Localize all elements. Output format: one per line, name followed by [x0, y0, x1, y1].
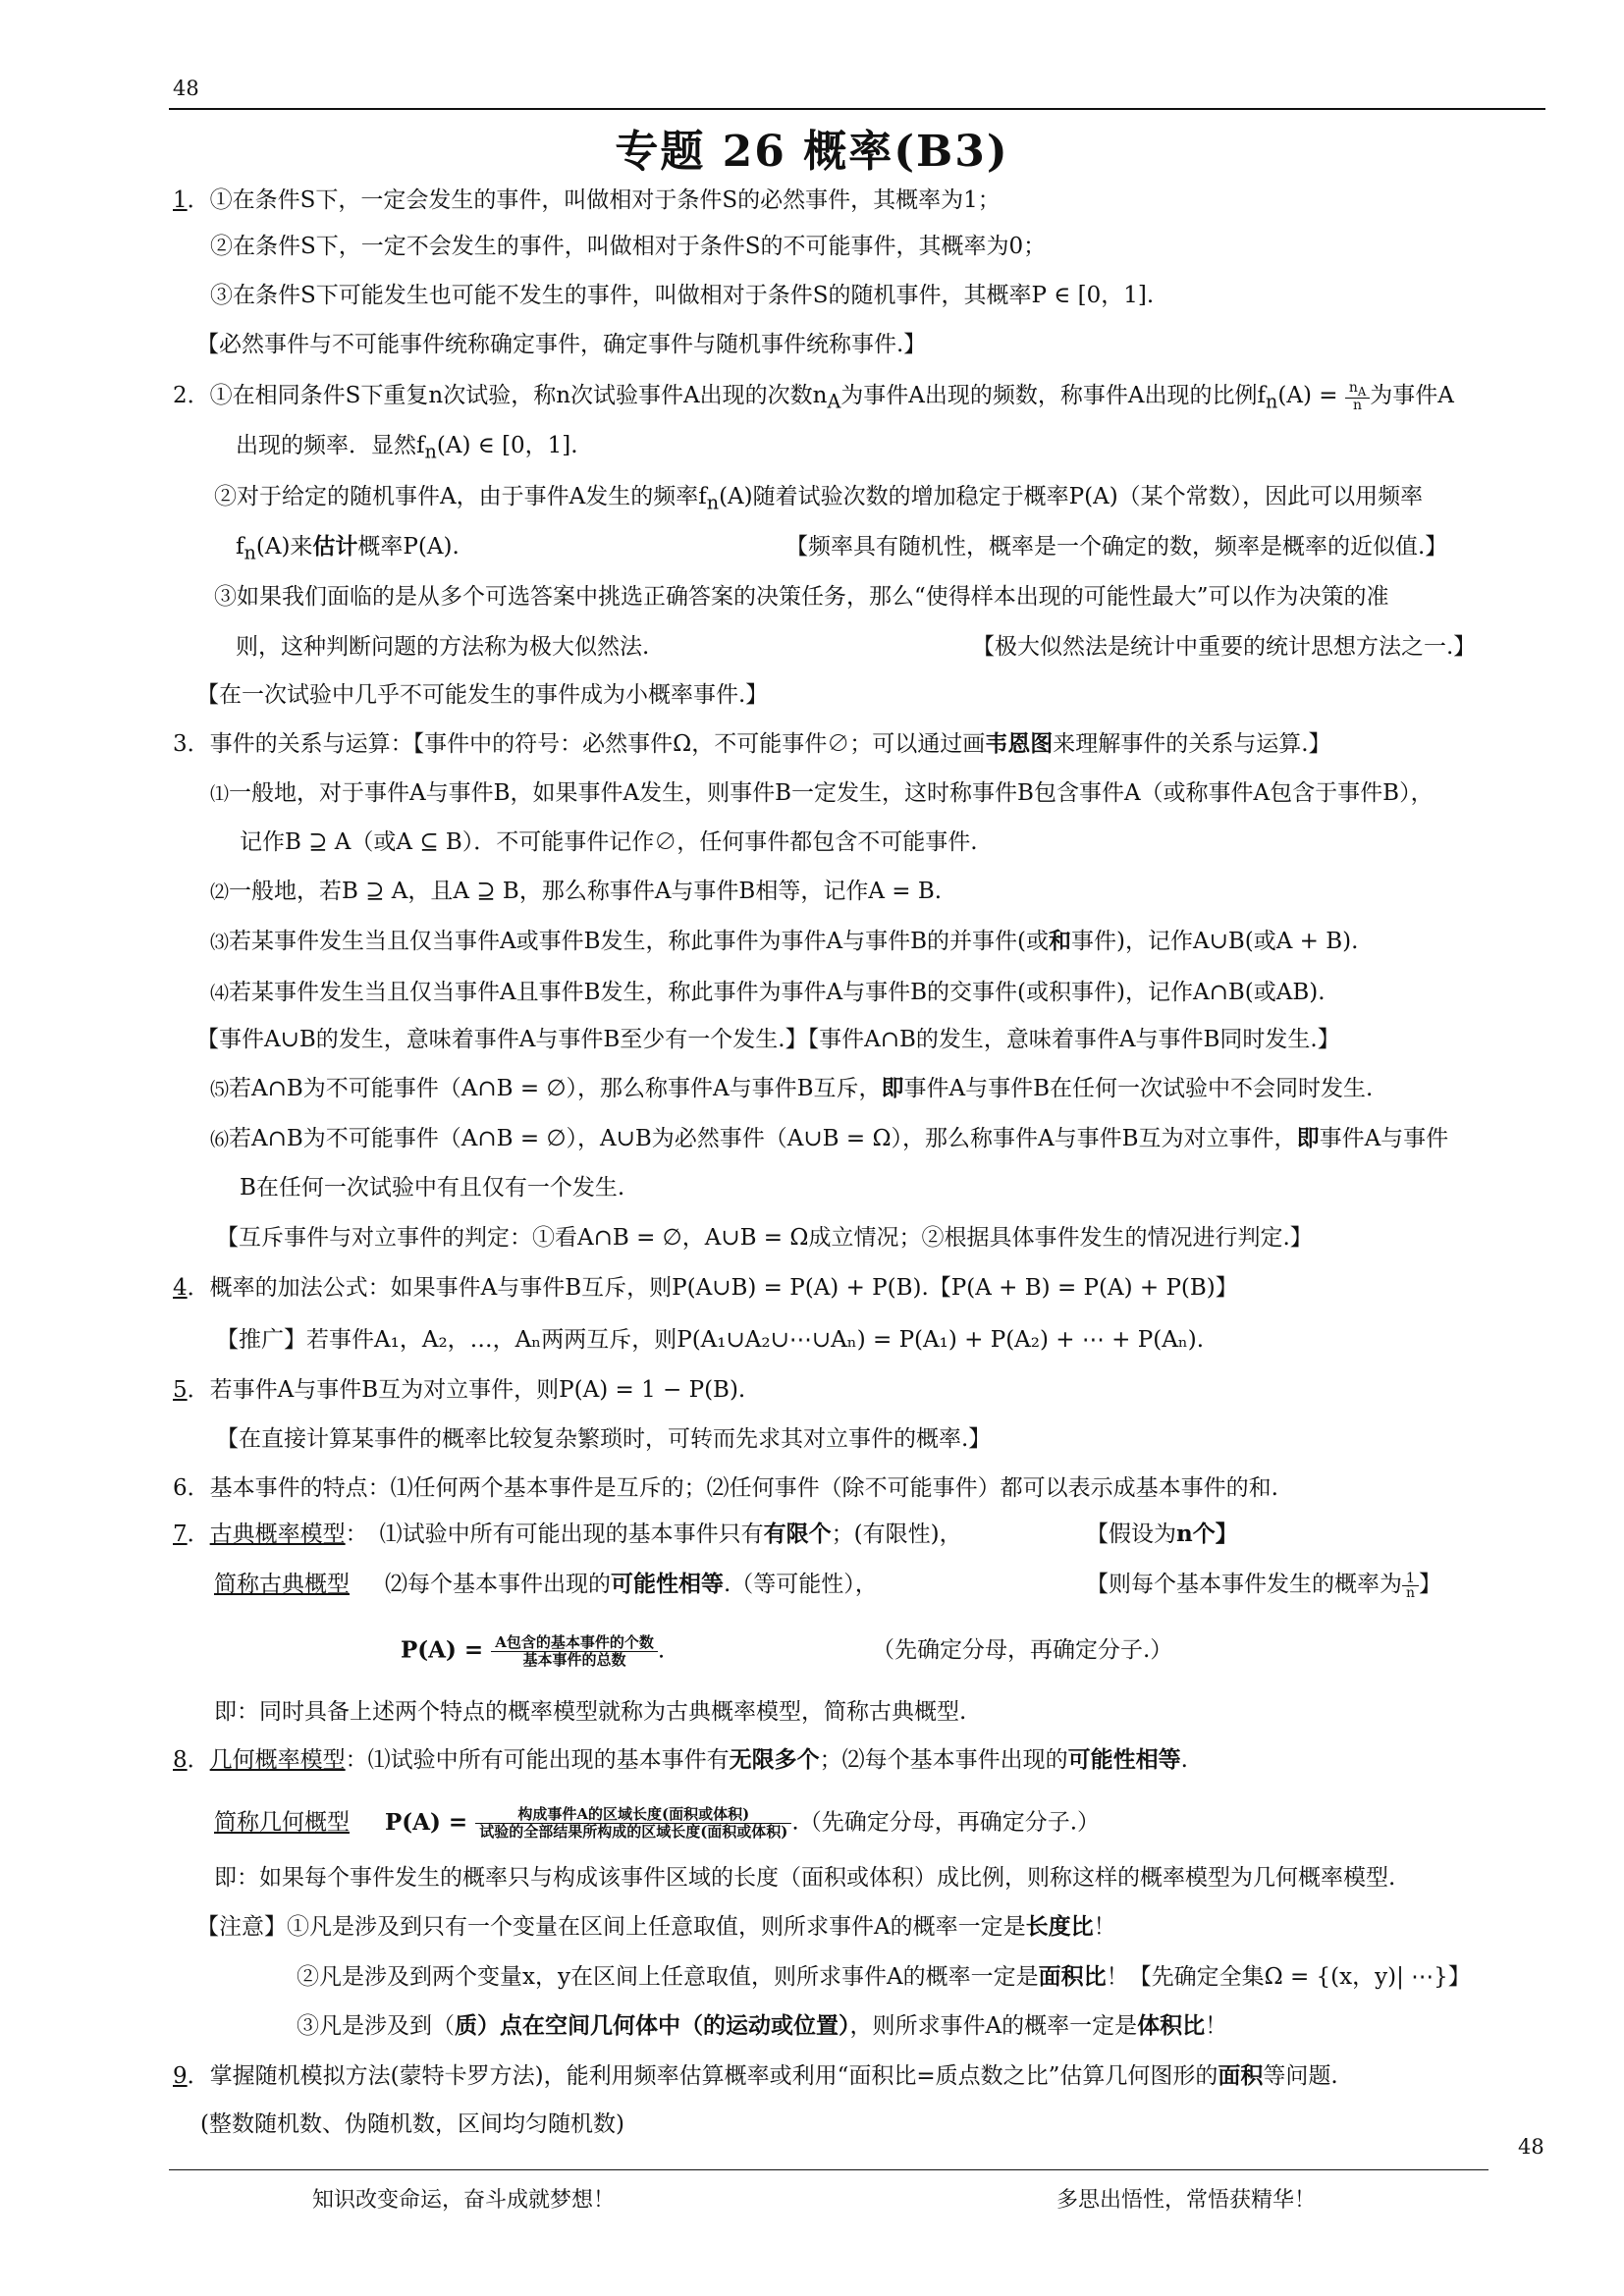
section-3-note-2: 【互斥事件与对立事件的判定：①看A∩B = ∅，A∪B = Ω成立情况；②根据具体事件发生的情况进行判定.】	[216, 1225, 1313, 1251]
section-2-text-1c: (A) =	[1277, 383, 1345, 408]
item-5-text-b: 事件A与事件B在任何一次试验中不会同时发生.	[903, 1076, 1374, 1101]
section-8-text-1a: ：⑴试验中所有可能出现的基本事件有	[345, 1747, 730, 1773]
page-title: 专题 26 概率(B3)	[615, 127, 1009, 177]
item-2-text: 一般地，若B ⊇ A，且A ⊇ B，那么称事件A与事件B相等，记作A = B.	[229, 879, 943, 904]
footer-motto-left: 知识改变命运，奋斗成就梦想！	[312, 2188, 616, 2213]
section-7-line-1-note	[1086, 1519, 1238, 1550]
section-8-note-3	[297, 2010, 1227, 2042]
section-2-line-3	[214, 481, 1423, 519]
footer-page-number: 48	[1518, 2135, 1544, 2159]
item-6-bold: 即	[1296, 1125, 1320, 1151]
header-rule	[169, 108, 1545, 110]
section-7-bold-finite: 有限个	[763, 1521, 832, 1547]
item-5-bold: 即	[881, 1075, 904, 1101]
section-2-sub-2: n	[1266, 390, 1278, 413]
section-8-label: 几何概率模型	[209, 1747, 346, 1773]
section-2-line-6: 则，这种判断问题的方法称为极大似然法.	[236, 634, 650, 660]
section-7-note-b: n个】	[1176, 1521, 1238, 1547]
section-8-formula-line	[214, 1806, 1100, 1841]
section-3-item-1	[210, 777, 1434, 810]
section-2-line-4	[236, 531, 460, 569]
section-2-text-1a: ①在相同条件S下重复n次试验，称n次试验事件A出现的次数n	[209, 383, 828, 408]
section-5-line-1: 5．若事件A与事件B互为对立事件，则P(A) = 1 − P(B).	[173, 1377, 746, 1403]
section-4-text-1: 概率的加法公式：如果事件A与事件B互斥，则P(A∪B) = P(A) + P(B).【P(A + B) = P(A) + P(B)】	[209, 1275, 1238, 1301]
section-1-text-1: ①在条件S下，一定会发生的事件，叫做相对于条件S的必然事件，其概率为1；	[209, 187, 1001, 213]
section-7-text-1b: ；(有限性)，	[831, 1522, 962, 1547]
item-6-text-b: 事件A与事件	[1319, 1126, 1449, 1151]
formula-numerator: 构成事件A的区域长度(面积或体积)	[475, 1806, 791, 1824]
section-9-text-1b: 等问题.	[1263, 2063, 1338, 2089]
section-2-line-5: ③如果我们面临的是从多个可选答案中挑选正确答案的决策任务，那么“使得样本出现的可能性最大”可以作为决策的准	[214, 584, 1389, 610]
section-7-line-2	[214, 1569, 878, 1600]
section-3-item-6	[210, 1123, 1448, 1155]
section-2-line-4-note: 【频率具有随机性，概率是一个确定的数，频率是概率的近似值.】	[785, 534, 1448, 560]
section-7-text-2a: ⑵每个基本事件出现的	[385, 1572, 611, 1597]
section-5-number: 5	[173, 1377, 188, 1403]
section-2-frequency-fraction	[1345, 381, 1370, 413]
section-2-line-6-note: 【极大似然法是统计中重要的统计思想方法之一.】	[972, 634, 1477, 660]
section-2-text-3b: (A)随着试验次数的增加稳定于概率P(A)（某个常数），因此可以用频率	[719, 484, 1424, 509]
section-2-sub-4: n	[706, 491, 720, 514]
item-5-marker: ⑸	[210, 1079, 230, 1100]
section-2-number: 2	[173, 383, 188, 408]
frac-num: n	[1348, 379, 1358, 396]
section-8-bold-length: 长度比	[1025, 1913, 1094, 1940]
section-3-note-1: 【事件A∪B的发生，意味着事件A与事件B至少有一个发生.】【事件A∩B的发生，意味着事件A与事件B同时发生.】	[196, 1027, 1340, 1052]
section-2-text-1d: 为事件A	[1370, 383, 1454, 408]
item-3-text-a: 若某事件发生当且仅当事件A或事件B发生，称此事件为事件A与事件B的并事件(或	[229, 929, 1050, 954]
section-7-formula-dot: .	[657, 1637, 666, 1664]
section-5-note: 【在直接计算某事件的概率比较复杂繁琐时，可转而先求其对立事件的概率.】	[216, 1426, 992, 1452]
section-8-summary: 即：如果每个事件发生的概率只与构成该事件区域的长度（面积或体积）成比例，则称这样的概率模型为几何概率模型.	[214, 1865, 1396, 1891]
section-7-formula-lhs: P(A) =	[401, 1636, 492, 1664]
section-8-bold-volume: 体积比	[1137, 2012, 1206, 2039]
section-7-note2-b: 】	[1419, 1572, 1442, 1597]
formula-numerator: A包含的基本事件的个数	[491, 1634, 658, 1652]
section-8-bold-point: 质）点在空间几何体中（的运动或位置）	[455, 2012, 850, 2039]
section-2-text-2: 出现的频率．显然f	[236, 433, 425, 458]
header-page-number: 48	[173, 77, 199, 100]
section-2-line-2	[236, 430, 578, 468]
item-1-marker: ⑴	[210, 783, 230, 805]
frac-den-n: n	[1406, 1584, 1416, 1601]
section-8-note-1a: 【注意】①凡是涉及到只有一个变量在区间上任意取值，则所求事件A的概率一定是	[196, 1914, 1026, 1940]
section-8-number: 8	[173, 1747, 188, 1773]
section-8-note-2b: ！【先确定全集Ω = {(x，y)| ⋯}】	[1106, 1964, 1471, 1990]
section-3-item-2	[210, 876, 942, 908]
section-7-summary: 即：同时具备上述两个特点的概率模型就称为古典概率模型，简称古典概型.	[214, 1699, 967, 1725]
section-7-note2-a: 【则每个基本事件发生的概率为	[1086, 1572, 1402, 1597]
section-9-bold-area: 面积	[1218, 2062, 1264, 2089]
section-1-line-2: ②在条件S下，一定不会发生的事件，叫做相对于条件S的不可能事件，其概率为0；	[210, 234, 1047, 259]
section-8-formula-note: .（先确定分母，再确定分子.）	[791, 1809, 1101, 1836]
frac-num-1: 1	[1402, 1572, 1419, 1586]
section-1-line-1: 1．①在条件S下，一定会发生的事件，叫做相对于条件S的必然事件，其概率为1；	[173, 187, 1001, 213]
footer-rule	[169, 2169, 1489, 2170]
section-7-label-2: 简称古典概型	[214, 1572, 350, 1597]
section-3-head-a: 事件的关系与运算：【事件中的符号：必然事件Ω，不可能事件∅；可以通过画	[209, 731, 986, 757]
section-9-text-1a: 掌握随机模拟方法(蒙特卡罗方法)，能利用频率估算概率或利用“面积比=质点数之比”估算几何图形的	[209, 2063, 1218, 2089]
section-3-head-b: 来理解事件的关系与运算.】	[1053, 731, 1331, 757]
section-2-sub-5: n	[244, 541, 256, 564]
section-2-bold-estimate: 估计	[312, 533, 358, 560]
section-2-text-4b: (A)来	[255, 534, 313, 560]
section-3-heading: 3．事件的关系与运算：【事件中的符号：必然事件Ω，不可能事件∅；可以通过画韦恩图来理解事件的关系与运算.】	[173, 730, 1331, 757]
section-2-line-1: 2．①在相同条件S下重复n次试验，称n次试验事件A出现的次数$n_A$为事件A出现的频数，称事件A出现的比例$f_n(A)$ = $\frac{n_A}{n}$ 为事件A	[173, 379, 1454, 414]
section-9-line-1: 9．掌握随机模拟方法(蒙特卡罗方法)，能利用频率估算概率或利用“面积比=质点数之比”估算几何图形的面积等问题.	[173, 2062, 1338, 2089]
footer-motto-right: 多思出悟性，常悟获精华！	[1056, 2188, 1317, 2213]
section-2-sub-3: n	[424, 440, 437, 463]
section-9-line-2: (整数随机数、伪随机数，区间均匀随机数)	[200, 2111, 624, 2137]
item-3-text-b: 事件)，记作A∪B(或A + B).	[1071, 929, 1359, 954]
frac-num-sub: A	[1357, 384, 1367, 399]
item-3-bold: 和	[1049, 928, 1072, 954]
section-8-bold-area: 面积比	[1038, 1963, 1107, 1990]
section-5-text-1: 若事件A与事件B互为对立事件，则P(A) = 1 − P(B).	[209, 1377, 746, 1403]
section-2-sub-1: A	[827, 390, 841, 413]
section-8-note-1	[196, 1911, 1116, 1943]
section-7-number: 7	[173, 1522, 188, 1547]
section-4-line-2: 【推广】若事件A₁，A₂，…，Aₙ两两互斥，则P(A₁∪A₂∪⋯∪Aₙ) = P(A₁) + P(A₂) + ⋯ + P(Aₙ).	[216, 1327, 1205, 1353]
section-6-line-1: 6．基本事件的特点：⑴任何两个基本事件是互斥的；⑵任何事件（除不可能事件）都可以表示成基本事件的和.	[173, 1475, 1278, 1501]
formula-denominator: 基本事件的总数	[522, 1651, 626, 1669]
section-7-label: 古典概率模型	[209, 1522, 346, 1547]
section-1-note: 【必然事件与不可能事件统称确定事件，确定事件与随机事件统称事件.】	[196, 332, 927, 357]
section-8-formula-fraction	[475, 1806, 791, 1841]
item-4-text: 若某事件发生当且仅当事件A且事件B发生，称此事件为事件A与事件B的交事件(或积事件)，记作A∩B(或AB).	[229, 980, 1326, 1005]
section-7-formula	[401, 1634, 665, 1669]
section-2-text-4c: 概率P(A).	[357, 534, 460, 560]
section-8-note-2a: ②凡是涉及到两个变量x，y在区间上任意取值，则所求事件A的概率一定是	[297, 1964, 1039, 1990]
section-8-note-3c: ！	[1205, 2013, 1228, 2039]
section-4-line-1: 4．概率的加法公式：如果事件A与事件B互斥，则P(A∪B) = P(A) + P(B).【P(A + B) = P(A) + P(B)】	[173, 1275, 1238, 1301]
item-5-text-a: 若A∩B为不可能事件（A∩B = ∅），那么称事件A与事件B互斥，	[229, 1076, 882, 1101]
section-8-text-1c: .	[1180, 1747, 1188, 1773]
section-8-line-1: 8．几何概率模型：⑴试验中所有可能出现的基本事件有无限多个；⑵每个基本事件出现的可能性相等.	[173, 1746, 1188, 1773]
section-6-number: 6	[173, 1475, 188, 1501]
section-2-note: 【在一次试验中几乎不可能发生的事件成为小概率事件.】	[196, 682, 769, 708]
section-1-line-3: ③在条件S下可能发生也可能不发生的事件，叫做相对于条件S的随机事件，其概率P ∈ [0，1].	[210, 283, 1155, 308]
frac-den: n	[1353, 398, 1363, 414]
section-3-item-6c: B在任何一次试验中有且仅有一个发生.	[240, 1175, 625, 1201]
section-2-text-1b: 为事件A出现的频数，称事件A出现的比例f	[840, 383, 1267, 408]
section-1-number: 1	[173, 187, 188, 213]
section-3-number: 3	[173, 731, 188, 757]
item-6-text-a: 若A∩B为不可能事件（A∩B = ∅），A∪B为必然事件（A∪B = Ω），那么称事件A与事件B互为对立事件，	[229, 1126, 1297, 1151]
section-7-formula-note: （先确定分母，再确定分子.）	[872, 1637, 1173, 1663]
formula-denominator: 试验的全部结果所构成的区域长度(面积或体积)	[479, 1823, 788, 1841]
section-4-number: 4	[173, 1275, 188, 1301]
section-7-note-a: 【假设为	[1086, 1522, 1176, 1547]
section-7-formula-fraction	[491, 1634, 658, 1669]
section-8-formula-lhs: P(A) =	[385, 1808, 476, 1836]
section-2-text-3a: ②对于给定的随机事件A，由于事件A发生的频率f	[214, 484, 707, 509]
section-7-text-2b: .（等可能性），	[724, 1572, 878, 1597]
item-6-marker: ⑹	[210, 1129, 230, 1150]
section-7-one-over-n-fraction	[1402, 1572, 1419, 1600]
section-6-text-1: 基本事件的特点：⑴任何两个基本事件是互斥的；⑵任何事件（除不可能事件）都可以表示成基本事件的和.	[209, 1475, 1278, 1501]
section-7-line-2-note	[1086, 1569, 1441, 1600]
section-7-line-1: 7．古典概率模型： ⑴试验中所有可能出现的基本事件只有有限个；(有限性)，	[173, 1521, 962, 1547]
section-7-text-1a: ⑴试验中所有可能出现的基本事件只有	[379, 1522, 764, 1547]
section-8-note-3a: ③凡是涉及到（	[297, 2013, 455, 2039]
section-7-bold-equal: 可能性相等	[611, 1571, 724, 1597]
section-8-label-2: 简称几何概型	[214, 1809, 350, 1836]
section-2-text-2b: (A) ∈ [0，1].	[436, 433, 578, 458]
section-8-note-3b: ，则所求事件A的概率一定是	[849, 2013, 1138, 2039]
section-3-item-1b: 记作B ⊇ A（或A ⊆ B）．不可能事件记作∅，任何事件都包含不可能事件.	[240, 829, 978, 855]
section-8-note-2	[297, 1961, 1471, 1993]
section-8-note-1b: ！	[1093, 1914, 1116, 1940]
section-8-bold-equal: 可能性相等	[1067, 1746, 1181, 1773]
item-3-marker: ⑶	[210, 932, 230, 953]
section-2-text-4a: f	[236, 534, 244, 560]
section-3-item-5	[210, 1073, 1373, 1105]
section-3-item-4	[210, 977, 1326, 1009]
item-2-marker: ⑵	[210, 881, 230, 903]
item-1-text: 一般地，对于事件A与事件B，如果事件A发生，则事件B一定发生，这时称事件B包含事件A（或称事件A包含于事件B），	[229, 780, 1434, 806]
item-4-marker: ⑷	[210, 983, 230, 1004]
section-9-number: 9	[173, 2063, 188, 2089]
section-3-item-3	[210, 926, 1358, 958]
section-8-bold-infinite: 无限多个	[729, 1746, 820, 1773]
section-8-text-1b: ；⑵每个基本事件出现的	[819, 1747, 1068, 1773]
section-3-head-bold: 韦恩图	[985, 730, 1054, 757]
